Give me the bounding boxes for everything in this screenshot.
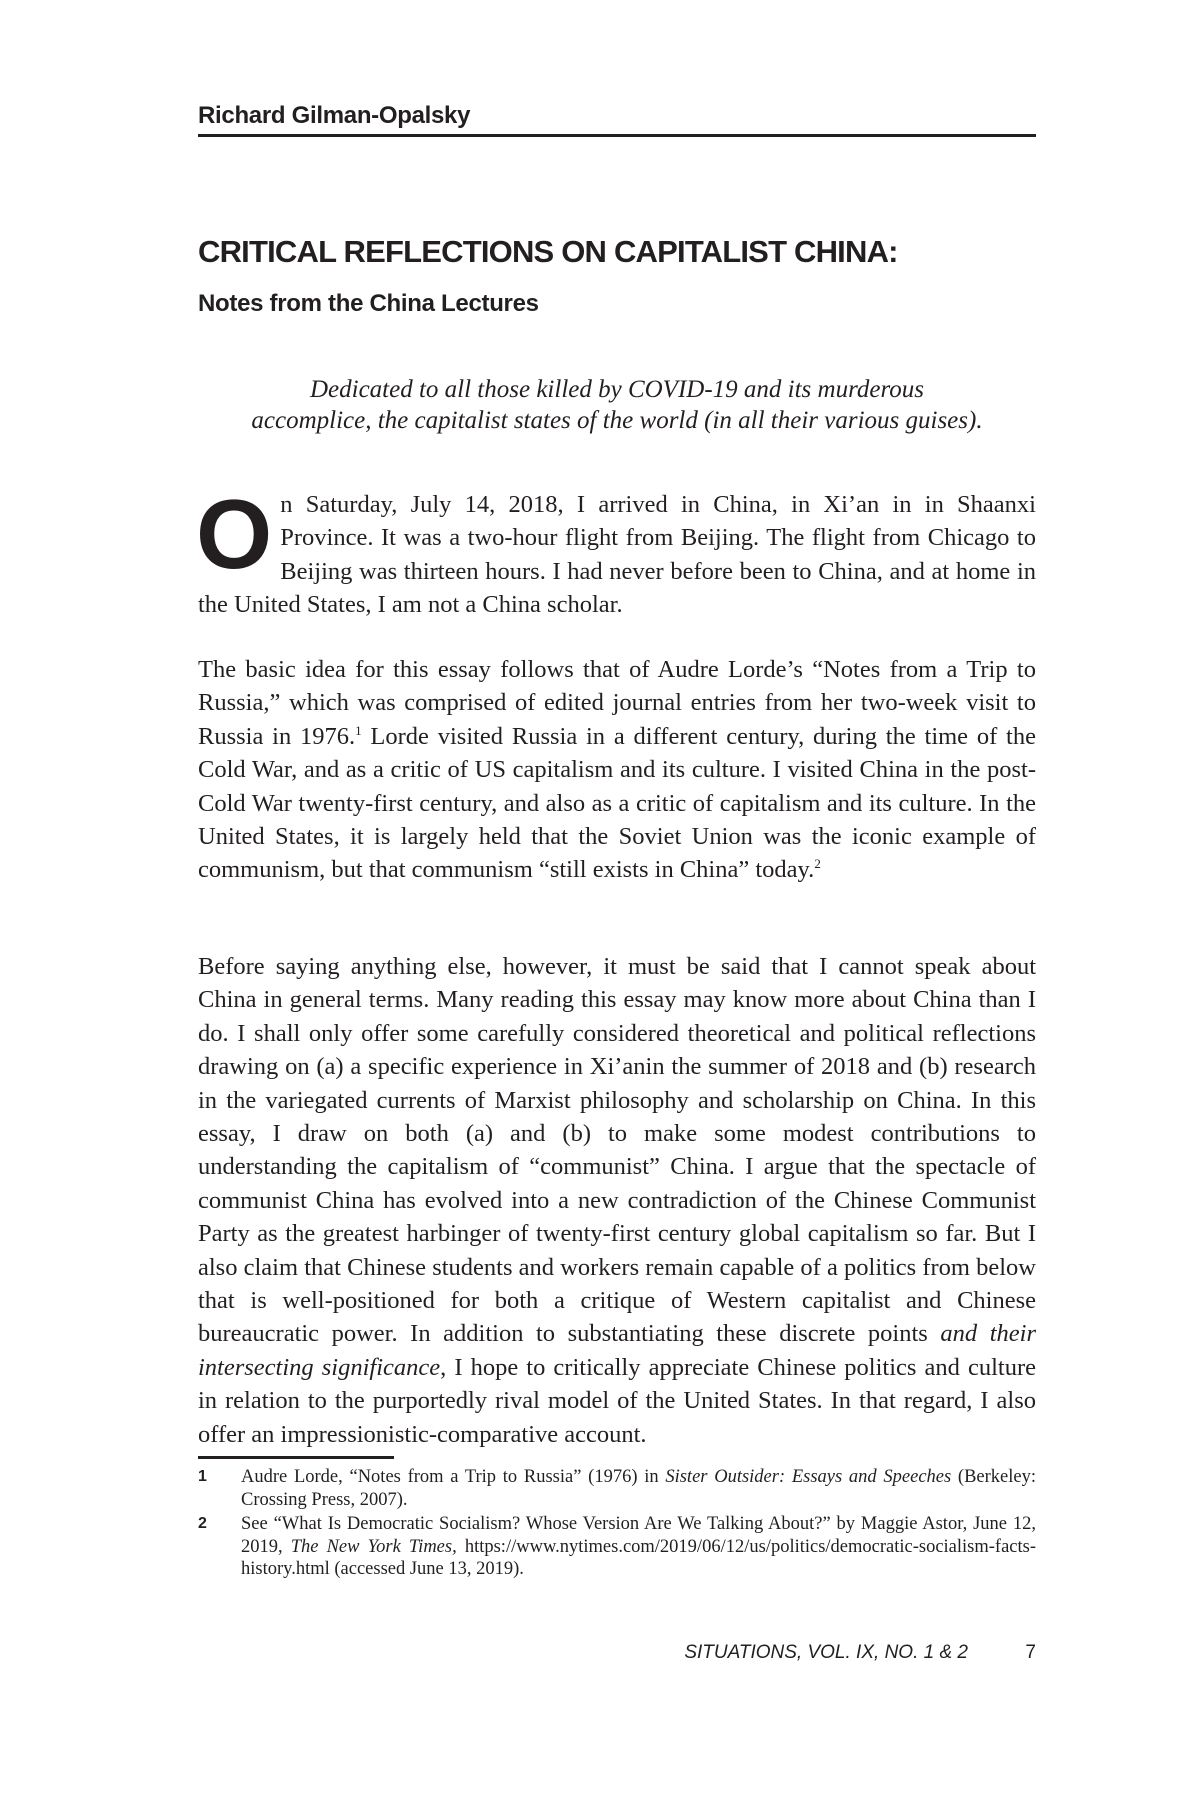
- footnotes: [198, 1466, 1036, 1583]
- running-head-author: Richard Gilman-Opalsky: [198, 102, 1036, 137]
- footnote-ref-2[interactable]: 2: [814, 856, 821, 872]
- footnote-divider: [198, 1456, 394, 1459]
- paragraph-text: , I hope to critically appreciate Chinese politics and culture in relation to the purportedly rival model of the United States. In that regard, I also offer an impressionistic-comparative account.: [198, 1353, 1036, 1448]
- paragraph-text: n Saturday, July 14, 2018, I arrived in China, in Xi’an in in Shaanxi Province. It was a two-hour flight from Beijing. The flight from Chicago to Beijing was thirteen hours. I had never before been to China, and at home in the United States, I am not a China scholar.: [198, 491, 1036, 619]
- footnote-number: 1: [198, 1468, 207, 1485]
- dedication: [198, 374, 1036, 436]
- footnote-2: [198, 1513, 1036, 1581]
- footnote-text: [241, 1513, 1036, 1581]
- paragraph-text: The basic idea for this essay follows that of Audre Lorde’s “Notes from a Trip to Russia,” which was comprised of edited journal entries from her two-week visit to Russia in 1976.: [198, 656, 1036, 750]
- footnote-ref-1[interactable]: 1: [355, 722, 362, 738]
- drop-cap: O: [196, 479, 273, 589]
- footnote-text-part: (Berkeley: Crossing Press, 2007).: [241, 1467, 1037, 1510]
- footnote-url-text[interactable]: https://www.nytimes.com/2019/06/12/us/politics/democratic-socialism-facts-history.html (accessed June 13, 2019).: [241, 1536, 1037, 1579]
- article-title: CRITICAL REFLECTIONS ON CAPITALIST CHINA:: [198, 234, 898, 269]
- footnote-text: [241, 1466, 1036, 1511]
- body-paragraph-2: [198, 653, 1036, 887]
- footnote-number: 2: [198, 1515, 207, 1532]
- dedication-line: accomplice, the capitalist states of the world (in all their various guises).: [251, 407, 983, 434]
- article-subtitle: Notes from the China Lectures: [198, 290, 539, 317]
- footnote-1: [198, 1466, 1036, 1511]
- paragraph-text: Lorde visited Russia in a different century, during the time of the Cold War, and as a critic of US capitalism and its culture. I visited China in the post-Cold War twenty-first century, and also as a critic of capitalism and its culture. In the United States, it is largely held that the Soviet Union was the iconic example of communism, but that communism “still exists in China” today.: [198, 722, 1036, 884]
- body-paragraph-3: [198, 950, 1036, 1451]
- footnote-text-part: See “What Is Democratic Socialism? Whose Version Are We Talking About?” by Maggie Astor, June 12, 2019,: [241, 1514, 1036, 1557]
- dedication-line: Dedicated to all those killed by COVID-19 and its murderous: [309, 376, 925, 403]
- footnote-book-title: Sister Outsider: Essays and Speeches: [665, 1467, 952, 1487]
- paragraph-text: Before saying anything else, however, it must be said that I cannot speak about China in general terms. Many reading this essay may know more about China than I do. I shall only offer some carefully considered theoretical and political reflections drawing on (a) a specific experience in Xi’anin the summer of 2018 and (b) research in the variegated currents of Marxist philosophy and scholarship on China. In this essay, I draw on both (a) and (b) to make some modest contributions to understanding the capitalism of “communist” China. I argue that the spectacle of communist China has evolved into a new contradiction of the Chinese Communist Party as the greatest harbinger of twenty-first century global capitalism so far. But I also claim that Chinese students and workers remain capable of a politics from below that is well-positioned for both a critique of Western capitalist and Chinese bureaucratic power. In addition to substantiating these discrete points: [198, 953, 1036, 1348]
- footnote-text-part: Audre Lorde, “Notes from a Trip to Russia” (1976) in: [241, 1467, 666, 1487]
- page-number: 7: [1025, 1642, 1036, 1663]
- journal-name: SITUATIONS, VOL. IX, NO. 1 & 2: [684, 1642, 968, 1663]
- footnote-publication: The New York Times,: [290, 1536, 457, 1557]
- body-paragraph-1: [196, 479, 1036, 622]
- emphasis-text: and their intersecting significance: [198, 1320, 1036, 1381]
